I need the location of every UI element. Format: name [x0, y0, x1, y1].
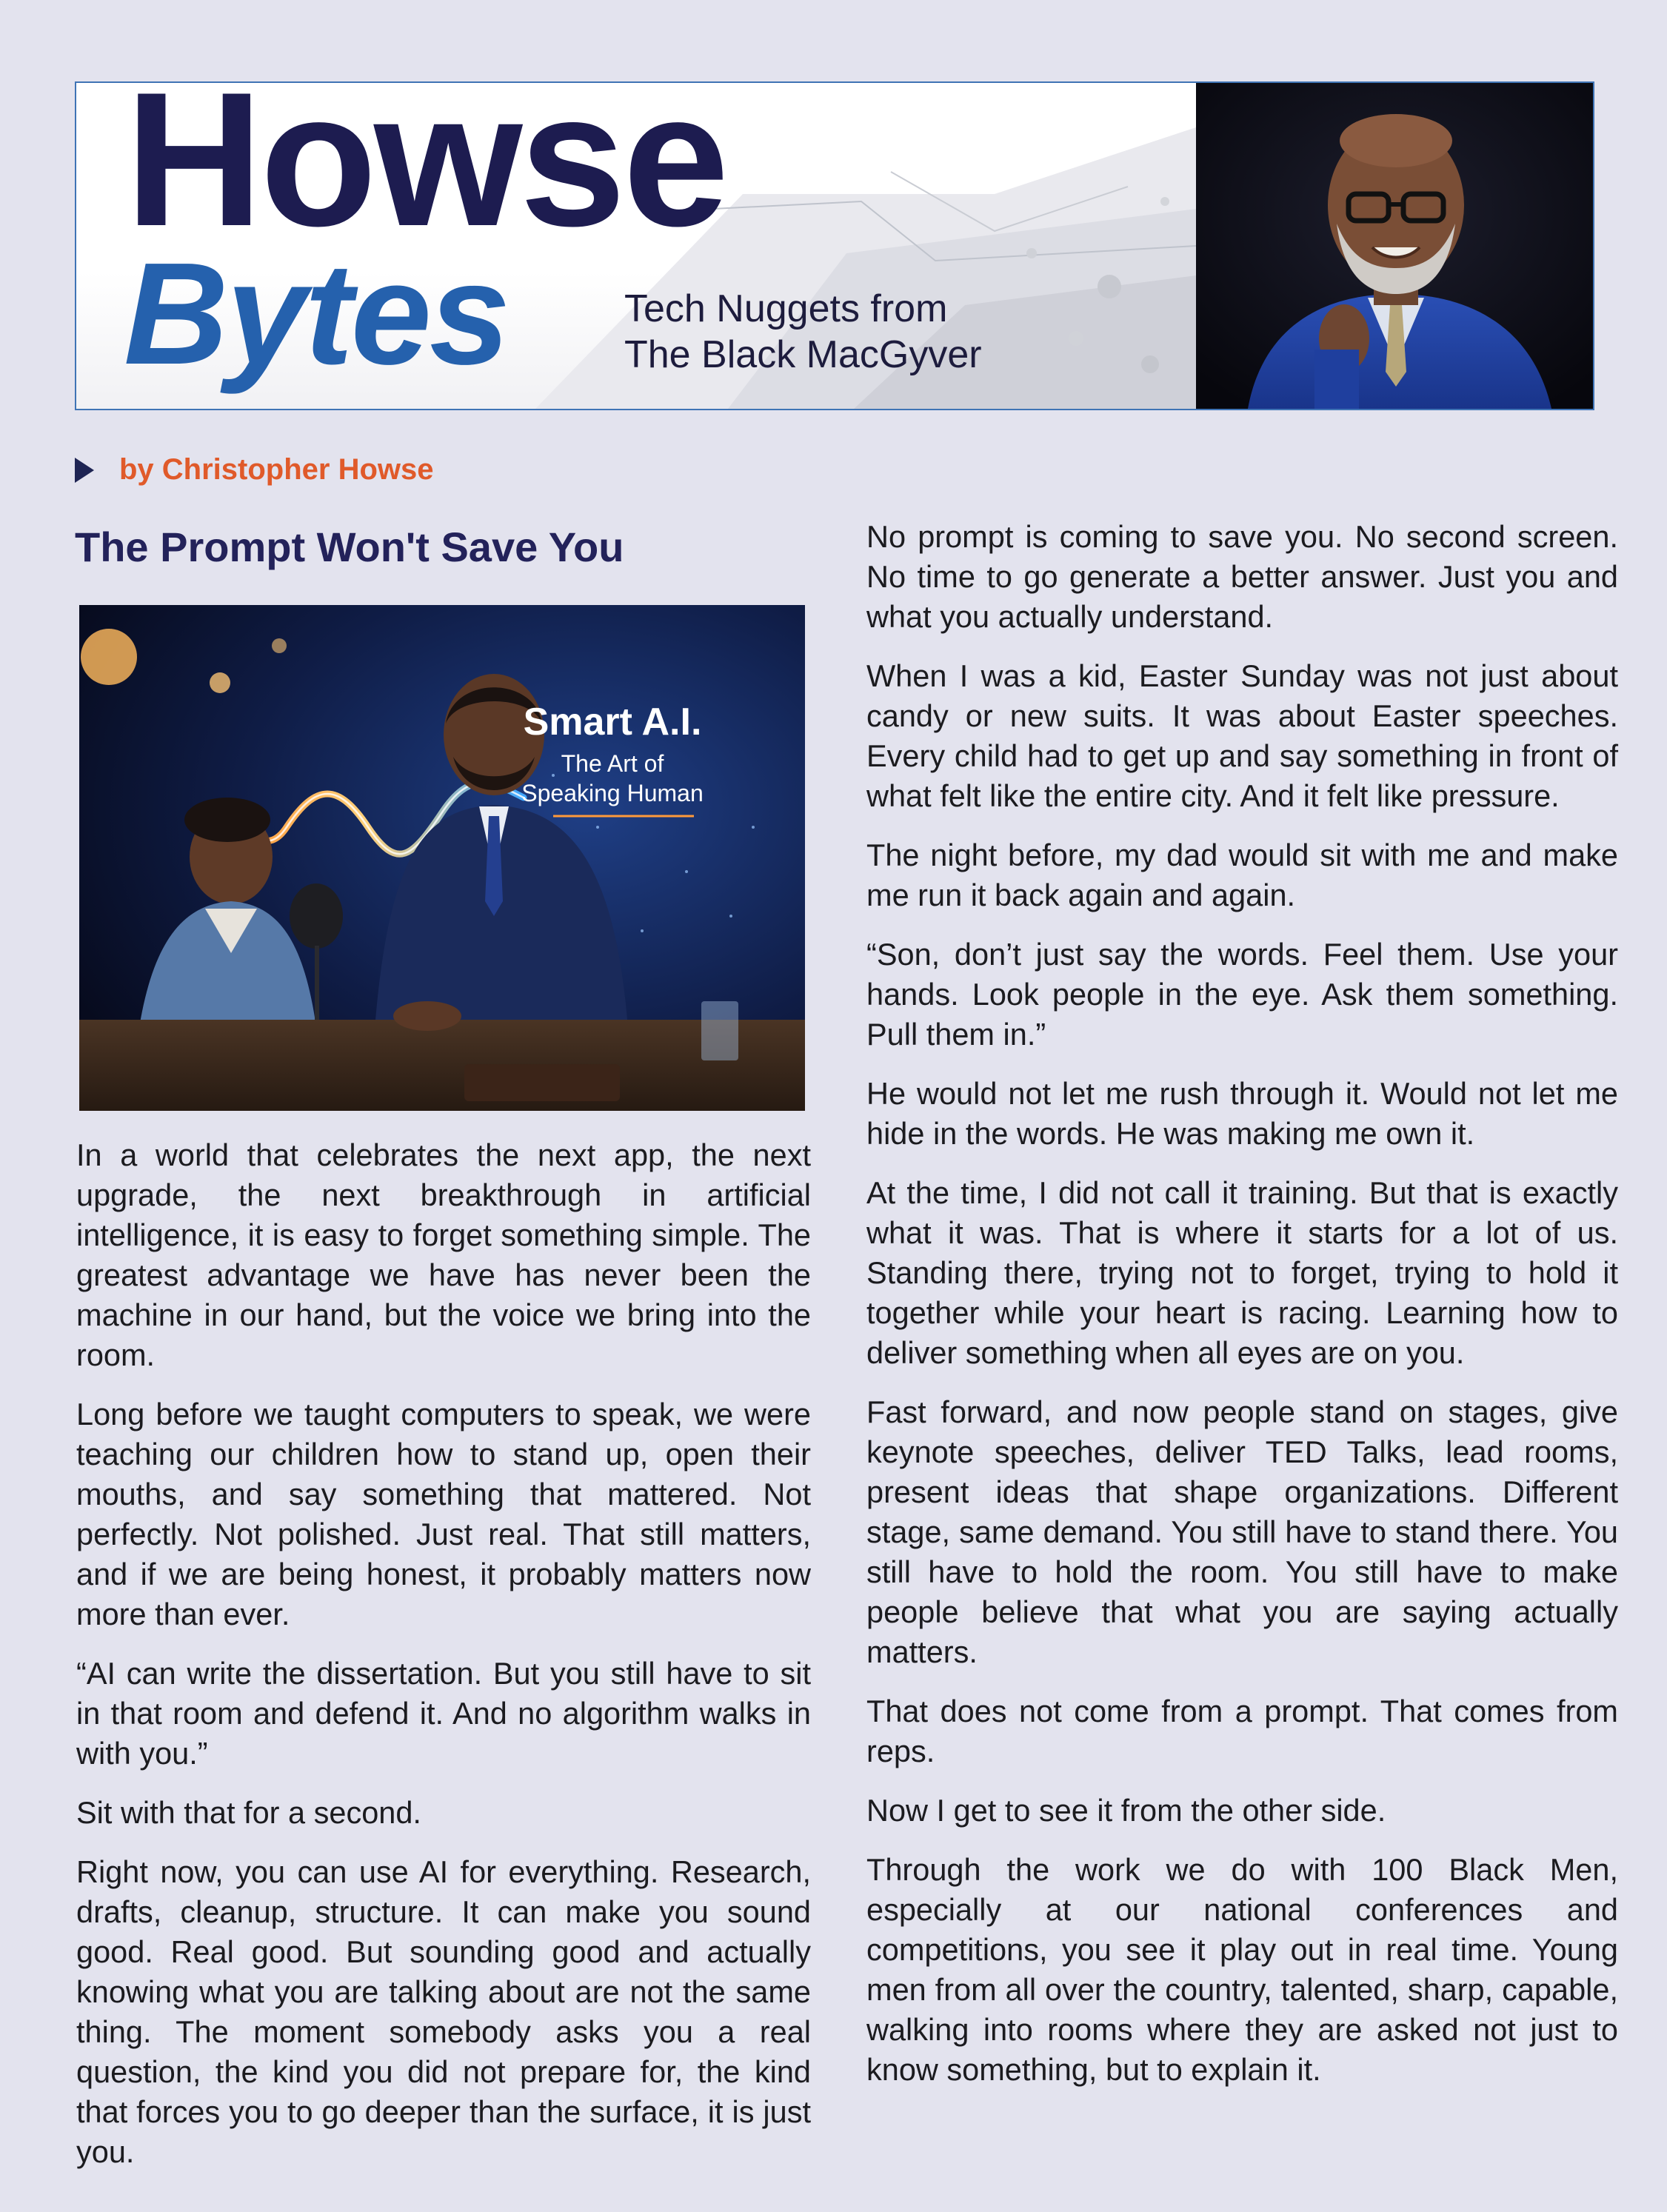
article-paragraph: At the time, I did not call it training. But that is exactly what it was. That is where it starts for a lot of us. Standing there, trying not to forget, trying to hold it together while your heart is racing. Learning how to deliver something when all eyes are on you. [866, 1175, 1618, 1370]
article-paragraph: Long before we taught computers to speak, we were teaching our children how to stand up, open their mouths, and say something that mattered. Not perfectly. Not polished. Just real. That still matters, and if we are being honest, it probably matters now more than ever. [76, 1397, 811, 1631]
tagline-line-2: The Black MacGyver [624, 333, 982, 376]
article-paragraph: No prompt is coming to save you. No second screen. No time to go generate a better answer. Just you and what you actually understand. [866, 519, 1618, 634]
tagline-line-1: Tech Nuggets from [624, 287, 948, 330]
article-paragraph: The night before, my dad would sit with me and make me run it back again and again. [866, 838, 1618, 912]
author-portrait-illustration [1196, 83, 1594, 409]
masthead-title-howse: Howse [125, 83, 726, 266]
byline-author: by Christopher Howse [119, 453, 434, 486]
masthead-logo-area [76, 83, 1196, 409]
masthead-title-bytes: Bytes [124, 233, 508, 395]
article-quote: “Son, don’t just say the words. Feel them. Use your hands. Look people in the eye. Ask them something. Pull them in.” [866, 937, 1618, 1052]
author-portrait [1196, 83, 1594, 409]
triangle-arrow-icon [75, 458, 94, 483]
article-paragraph: In a world that celebrates the next app, the next upgrade, the next breakthrough in artificial intelligence, it is easy to forget something simple. The greatest advantage we have has never been the machine in our hand, but the voice we bring into the room. [76, 1137, 811, 1372]
article-paragraph: Now I get to see it from the other side. [866, 1793, 1386, 1828]
hero-illustration [79, 605, 805, 1111]
article-paragraph: He would not let me rush through it. Would not let me hide in the words. He was making me own it. [866, 1076, 1618, 1151]
hero-subtitle-line-2: Speaking Human [521, 780, 704, 806]
article-paragraph: Through the work we do with 100 Black Men, especially at our national conferences and competitions, you see it play out in real time. Young men from all over the country, talented, sharp, capable, walking into rooms where they are asked not just to know something, but to explain it. [866, 1852, 1618, 2087]
article-paragraph: Right now, you can use AI for everything. Research, drafts, cleanup, structure. It can make you sound good. Real good. But sounding good and actually knowing what you are talking about are not the same thing. The moment somebody asks you a real question, the kind you did not prepare for, the kind that forces you to go deeper than the surface, it is just you. [76, 1854, 811, 2169]
hero-title: Smart A.I. [523, 701, 702, 744]
masthead-banner [75, 81, 1594, 410]
article-hero-image [79, 605, 805, 1111]
article-pull-quote: “AI can write the dissertation. But you still have to sit in that room and defend it. And no algorithm walks in with you.” [76, 1656, 811, 1771]
article-paragraph: When I was a kid, Easter Sunday was not just about candy or new suits. It was about Easter speeches. Every child had to get up and say something in front of what felt like the entire city. And it felt like pressure. [866, 658, 1618, 813]
masthead-tagline [624, 286, 982, 378]
article-paragraph: That does not come from a prompt. That comes from reps. [866, 1694, 1618, 1768]
article-column-left [76, 1135, 811, 2191]
article-paragraph: Sit with that for a second. [76, 1795, 421, 1830]
article-headline: The Prompt Won't Save You [75, 524, 624, 570]
article-column-right [866, 517, 1618, 2109]
hero-subtitle-line-1: The Art of [561, 750, 664, 777]
article-paragraph: Fast forward, and now people stand on stages, give keynote speeches, deliver TED Talks, lead rooms, present ideas that shape organizations. Different stage, same demand. You still have to stand there. You still have to hold the room. You still have to make people believe that what you are saying actually matters. [866, 1394, 1618, 1669]
byline [75, 453, 434, 487]
